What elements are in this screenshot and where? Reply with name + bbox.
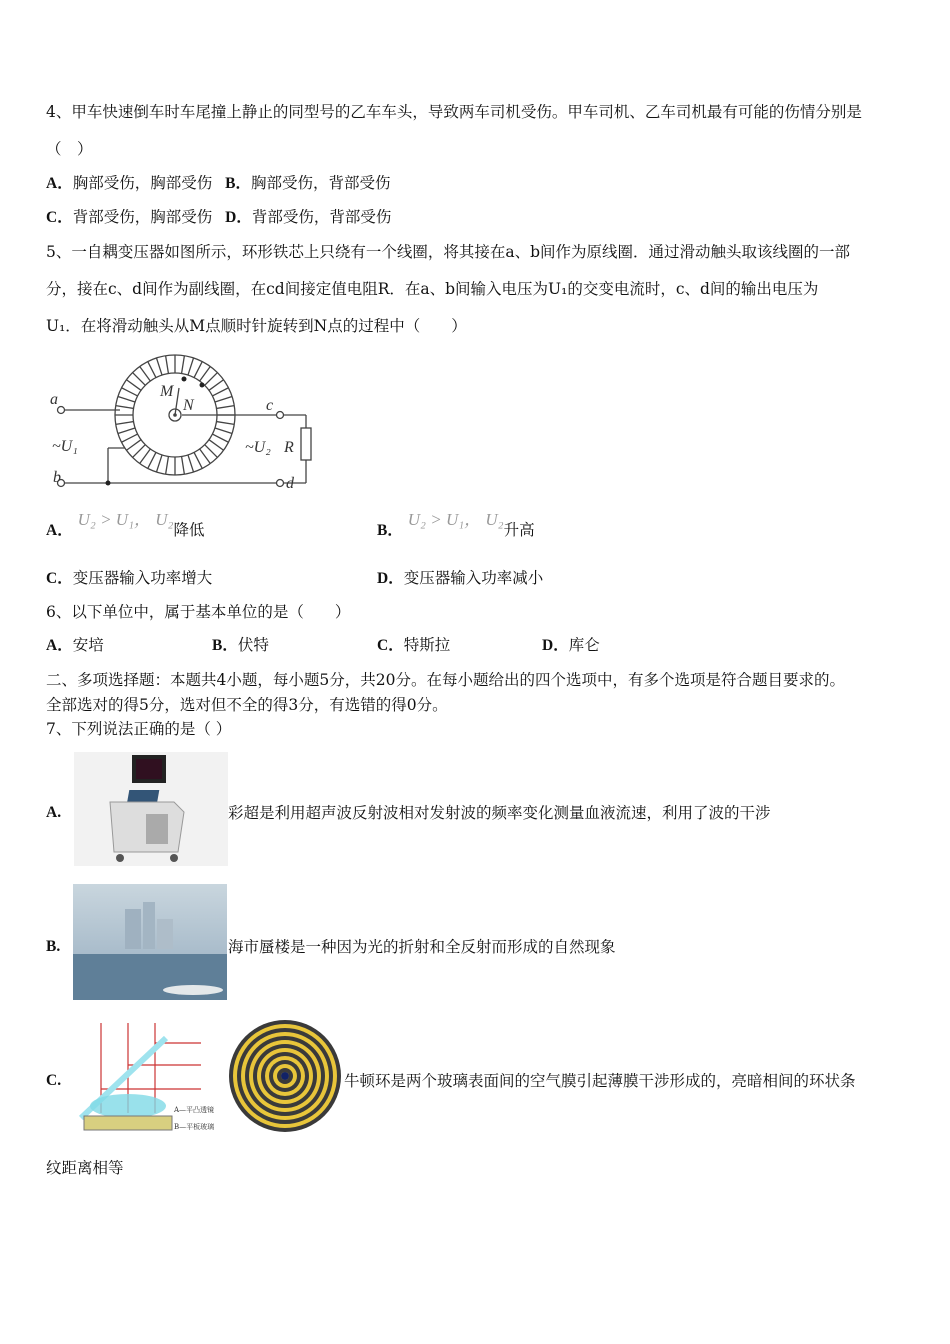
q6-b-text: 伏特 (237, 636, 269, 654)
section2-line2: 全部选对的得5分，选对但不全的得3分，有选错的得0分。 (46, 696, 448, 714)
q4-b-text: 胸部受伤，背部受伤 (251, 174, 391, 192)
q6-option-a (46, 635, 104, 656)
q7-c-text: 牛顿环是两个玻璃表面间的空气膜引起薄膜干涉形成的，亮暗相间的环状条 (344, 1072, 856, 1090)
q5-d-text: 变压器输入功率减小 (403, 569, 544, 587)
q7-a-label: A. (46, 804, 62, 821)
q5-line2: 分，接在c、d间作为副线圈，在cd间接定值电阻R．在a、b间输入电压为U₁的交变电流时，c、d间的输出电压为 (46, 280, 819, 298)
q7-a-text: 彩超是利用超声波反射波相对发射波的频率变化测量血液流速，利用了波的干涉 (228, 804, 771, 822)
label-b: b (53, 469, 61, 486)
newton-rings-image (228, 1018, 344, 1135)
q4-a-text: 胸部受伤，胸部受伤 (72, 174, 213, 192)
svg-text:B—平板玻璃: B—平板玻璃 (174, 1123, 215, 1131)
label-m: M (160, 383, 174, 400)
q5-a-formula: U₂ > U₁， U₂ (77, 510, 174, 529)
label-u1: ~U₁ (52, 438, 78, 455)
q5-a-text: 降低 (173, 521, 205, 539)
q4-stem: 4、甲车快速倒车时车尾撞上静止的同型号的乙车车头，导致两车司机受伤。甲车司机、乙车司机最有可能的伤情分别是 (46, 103, 862, 121)
q5-b-formula: U₂ > U₁， U₂ (407, 510, 504, 529)
q7-b-text: 海市蜃楼是一种因为光的折射和全反射而形成的自然现象 (228, 938, 616, 956)
q4-c-text: 背部受伤，胸部受伤 (72, 208, 213, 226)
q5-option-b (377, 510, 535, 541)
q5-a-label: A． (46, 522, 73, 539)
q4-paren: （ ） (46, 140, 93, 158)
q6-a-text: 安培 (72, 636, 104, 654)
q4-options-ab (46, 173, 391, 194)
q5-b-label: B． (377, 522, 403, 539)
q4-d-label: D． (225, 209, 252, 226)
mirage-image (73, 884, 227, 1000)
q6-d-text: 库仑 (568, 636, 600, 654)
q5-line3: U₁．在将滑动触头从M点顺时针旋转到N点的过程中（ ） (46, 317, 467, 335)
q5-b-text: 升高 (503, 521, 535, 539)
q4-b-label: B． (225, 175, 251, 192)
q6-option-d (542, 635, 600, 656)
q4-a-label: A． (46, 175, 73, 192)
newton-rings-setup-diagram (76, 1018, 228, 1135)
q6-option-c (377, 635, 450, 656)
q5-c-label: C． (46, 570, 73, 587)
q4-c-label: C． (46, 209, 73, 226)
svg-text:A—平凸透镜: A—平凸透镜 (174, 1106, 215, 1114)
q7-b-label: B. (46, 938, 61, 955)
q5-option-c (46, 568, 212, 589)
q6-option-b (212, 635, 269, 656)
q6-b-label: B． (212, 637, 238, 654)
q6-d-label: D． (542, 637, 569, 654)
q5-line1: 5、一自耦变压器如图所示，环形铁芯上只绕有一个线圈，将其接在a、b间作为原线圈．通过滑动触头取该线圈的一部 (46, 243, 851, 261)
autotransformer-diagram (40, 340, 330, 500)
label-d: d (286, 475, 294, 492)
q5-option-d (377, 568, 543, 589)
label-r: R (284, 439, 294, 456)
q7-stem: 7、下列说法正确的是（ ） (46, 720, 232, 738)
q5-c-text: 变压器输入功率增大 (72, 569, 213, 587)
q7-c-label: C. (46, 1072, 62, 1089)
q4-options-cd (46, 207, 391, 228)
q6-c-label: C． (377, 637, 404, 654)
q4-d-text: 背部受伤，背部受伤 (251, 208, 392, 226)
q6-stem: 6、以下单位中，属于基本单位的是（ ） (46, 603, 351, 621)
ultrasound-machine-image (74, 752, 228, 866)
label-c: c (266, 397, 274, 414)
q6-a-label: A． (46, 637, 73, 654)
label-a: a (50, 391, 58, 408)
label-u2: ~U₂ (245, 439, 271, 456)
q5-option-a (46, 510, 205, 541)
q7-c-text-cont: 纹距离相等 (46, 1159, 124, 1177)
q6-c-text: 特斯拉 (403, 636, 451, 654)
section2-line1: 二、多项选择题：本题共4小题，每小题5分，共20分。在每小题给出的四个选项中，有多个选项是符合题目要求的。 (46, 671, 845, 689)
label-n: N (183, 397, 194, 414)
q5-d-label: D． (377, 570, 404, 587)
